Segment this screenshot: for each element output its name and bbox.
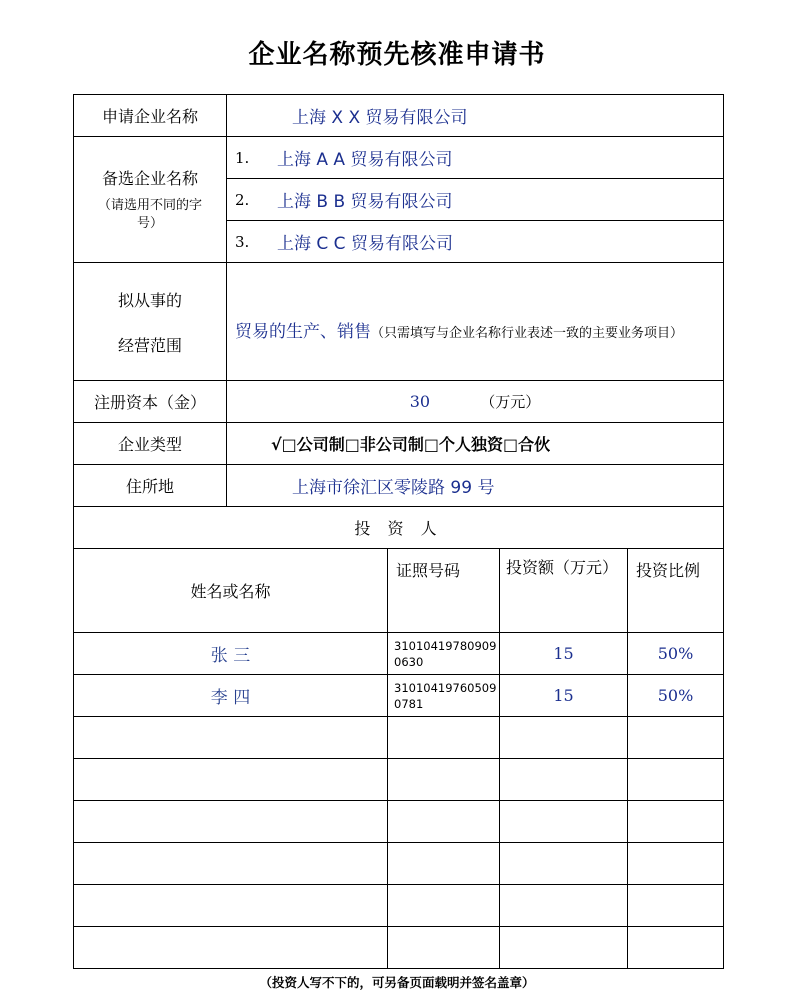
empty-cell[interactable] bbox=[500, 885, 628, 927]
header-ratio: 投资比例 bbox=[636, 561, 701, 580]
alt-option-1-name: 上海 A A 贸易有限公司 bbox=[277, 150, 453, 170]
empty-cell[interactable] bbox=[74, 801, 388, 843]
investor-row bbox=[74, 675, 724, 717]
empty-cell[interactable] bbox=[388, 927, 500, 969]
investor-1-id-cell[interactable] bbox=[388, 633, 500, 675]
applicant-value: 上海 X X 贸易有限公司 bbox=[292, 108, 468, 128]
empty-investor-row bbox=[74, 843, 724, 885]
applicant-label: 申请企业名称 bbox=[74, 95, 227, 137]
empty-cell[interactable] bbox=[74, 759, 388, 801]
empty-investor-row bbox=[74, 927, 724, 969]
alt-note: （请选用不同的字号） bbox=[97, 198, 202, 231]
capital-value: 30 bbox=[409, 392, 431, 411]
investor-1-name[interactable]: 张 三 bbox=[74, 633, 388, 675]
investor-header-row bbox=[74, 549, 724, 633]
alt-label: 备选企业名称 bbox=[101, 169, 198, 188]
empty-investor-row bbox=[74, 885, 724, 927]
footnote: （投资人写不下的，可另备页面载明并签名盖章） bbox=[259, 975, 535, 990]
empty-cell[interactable] bbox=[388, 843, 500, 885]
header-id: 证照号码 bbox=[396, 561, 461, 580]
header-ratio-cell bbox=[628, 549, 724, 633]
empty-cell[interactable] bbox=[500, 759, 628, 801]
empty-cell[interactable] bbox=[74, 885, 388, 927]
investor-section-title: 投 资 人 bbox=[74, 507, 724, 549]
scope-label-1: 拟从事的 bbox=[117, 290, 182, 310]
alt-option-2[interactable] bbox=[227, 179, 724, 221]
alt-option-3[interactable] bbox=[227, 221, 724, 263]
type-label: 企业类型 bbox=[74, 423, 227, 465]
scope-label-2: 经营范围 bbox=[117, 335, 182, 355]
scope-label-cell bbox=[74, 263, 227, 381]
alt-option-3-num: 3. bbox=[235, 232, 250, 251]
header-name: 姓名或名称 bbox=[74, 549, 388, 633]
empty-cell[interactable] bbox=[388, 717, 500, 759]
empty-investor-row bbox=[74, 759, 724, 801]
investor-2-name[interactable]: 李 四 bbox=[74, 675, 388, 717]
alt-label-cell bbox=[74, 137, 227, 263]
applicant-row bbox=[74, 95, 724, 137]
capital-value-cell[interactable] bbox=[227, 381, 724, 423]
type-row bbox=[74, 423, 724, 465]
investor-row bbox=[74, 633, 724, 675]
empty-investor-row bbox=[74, 801, 724, 843]
empty-cell[interactable] bbox=[628, 801, 724, 843]
investor-1-amount[interactable]: 15 bbox=[500, 633, 628, 675]
address-row bbox=[74, 465, 724, 507]
empty-cell[interactable] bbox=[628, 759, 724, 801]
alt-option-2-num: 2. bbox=[235, 190, 250, 209]
alt-option-2-name: 上海 B B 贸易有限公司 bbox=[277, 192, 453, 212]
header-amount-cell bbox=[500, 549, 628, 633]
alt-row-1 bbox=[74, 137, 724, 179]
empty-investor-row bbox=[74, 717, 724, 759]
empty-cell[interactable] bbox=[388, 801, 500, 843]
empty-cell[interactable] bbox=[388, 759, 500, 801]
page-title: 企业名称预先核准申请书 bbox=[248, 40, 546, 70]
investor-2-id-cell[interactable] bbox=[388, 675, 500, 717]
investor-2-id: 310104197605090781 bbox=[394, 680, 497, 711]
address-value: 上海市徐汇区零陵路 99 号 bbox=[292, 478, 495, 498]
capital-row bbox=[74, 381, 724, 423]
scope-value-cell[interactable] bbox=[227, 263, 724, 381]
empty-cell[interactable] bbox=[74, 927, 388, 969]
header-id-cell bbox=[388, 549, 500, 633]
investor-1-id: 310104197809090630 bbox=[394, 638, 497, 669]
empty-cell[interactable] bbox=[388, 885, 500, 927]
alt-option-1[interactable] bbox=[227, 137, 724, 179]
alt-option-1-num: 1. bbox=[235, 148, 250, 167]
empty-cell[interactable] bbox=[500, 717, 628, 759]
type-value-cell[interactable] bbox=[227, 423, 724, 465]
scope-note: （只需填写与企业名称行业表述一致的主要业务项目） bbox=[371, 326, 684, 341]
investor-2-amount[interactable]: 15 bbox=[500, 675, 628, 717]
capital-label: 注册资本（金） bbox=[74, 381, 227, 423]
empty-cell[interactable] bbox=[500, 801, 628, 843]
empty-cell[interactable] bbox=[628, 717, 724, 759]
empty-cell[interactable] bbox=[628, 927, 724, 969]
empty-cell[interactable] bbox=[500, 843, 628, 885]
address-value-cell[interactable] bbox=[227, 465, 724, 507]
address-label: 住所地 bbox=[74, 465, 227, 507]
type-value: √□公司制□非公司制□个人独资□合伙 bbox=[271, 435, 551, 454]
scope-value: 贸易的生产、销售 bbox=[235, 322, 371, 342]
header-amount: 投资额（万元） bbox=[506, 558, 619, 577]
investor-2-ratio[interactable]: 50% bbox=[628, 675, 724, 717]
capital-unit: （万元） bbox=[480, 393, 541, 411]
empty-cell[interactable] bbox=[628, 843, 724, 885]
applicant-value-cell[interactable] bbox=[227, 95, 724, 137]
empty-cell[interactable] bbox=[500, 927, 628, 969]
empty-cell[interactable] bbox=[74, 843, 388, 885]
alt-option-3-name: 上海 C C 贸易有限公司 bbox=[277, 234, 453, 254]
application-form bbox=[73, 94, 724, 969]
scope-row bbox=[74, 263, 724, 381]
investor-1-ratio[interactable]: 50% bbox=[628, 633, 724, 675]
empty-cell[interactable] bbox=[628, 885, 724, 927]
empty-cell[interactable] bbox=[74, 717, 388, 759]
